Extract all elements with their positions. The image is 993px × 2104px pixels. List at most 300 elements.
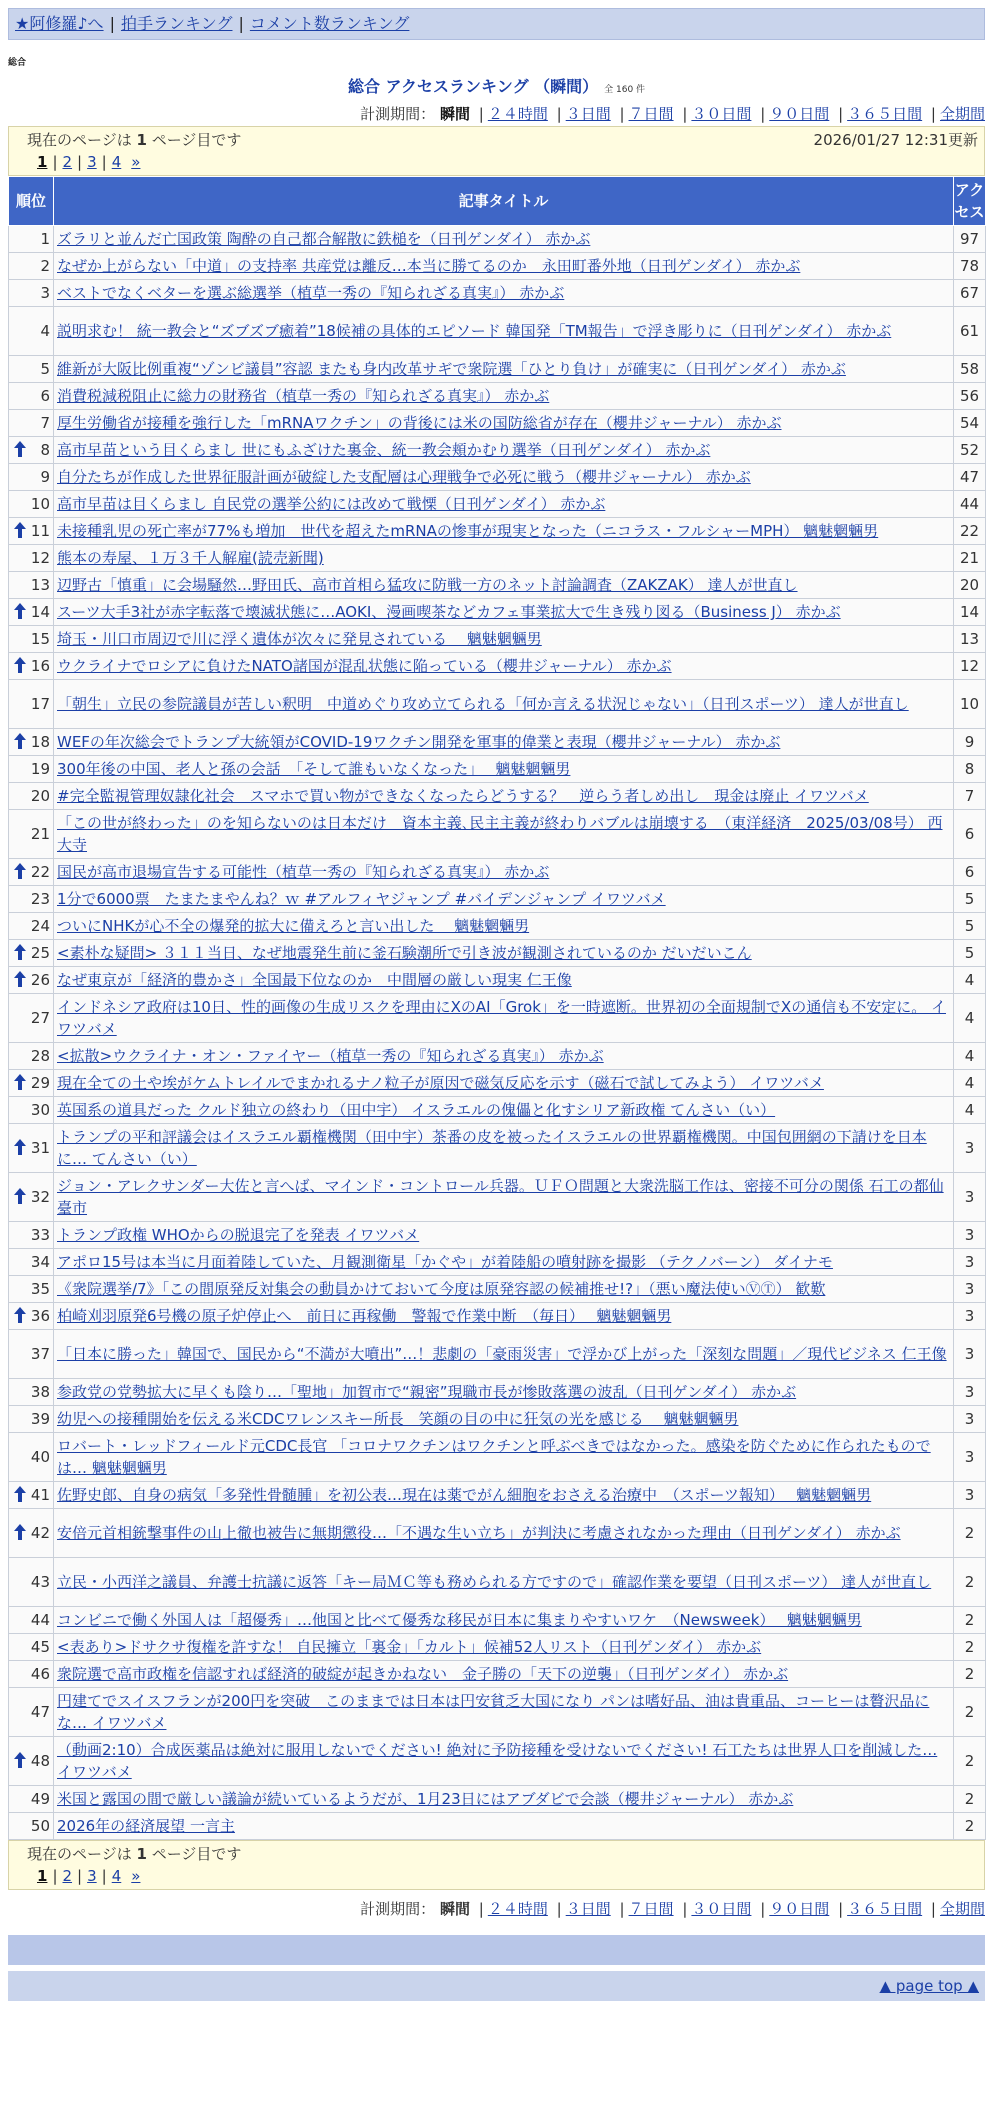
access-count: 4 [954,1070,986,1097]
title-cell [54,886,954,913]
title-cell [54,994,954,1043]
article-title-link[interactable]: コンビニで働く外国人は「超優秀」…他国と比べて優秀な移民が日本に集まりやすいワケ （Newsweek） 魑魅魍魎男 [57,1611,862,1629]
pagination: 1 | 2 | 3 | 4 » [37,153,141,171]
article-title-link[interactable]: ジョン・アレクサンダー大佐と言へば、マインド・コントロール兵器。ＵＦＯ問題と大衆洗脳工作は、密接不可分の関係 石工の都仙臺市 [57,1177,944,1217]
rank-cell [9,1249,54,1276]
article-title-link[interactable]: WEFの年次総会でトランプ大統領がCOVID-19ワクチン開発を軍事的偉業と表現（櫻井ジャーナル） 赤かぶ [57,733,781,751]
rank-number: 36 [30,1307,50,1325]
title-cell [54,437,954,464]
article-title-link[interactable]: 《衆院選挙/7》「この間原発反対集会の動員かけておいて今度は原発容認の候補推せ!?」（悪い魔法使いⓋⓉ） 歓歎 [57,1280,826,1298]
access-count: 9 [954,729,986,756]
article-title-link[interactable]: 国民が高市退場宣告する可能性（植草一秀の『知られざる真実』） 赤かぶ [57,863,550,881]
title-cell [54,1303,954,1330]
rank-number: 39 [30,1410,50,1428]
period-link-7d[interactable]: ７日間 [628,1900,674,1918]
rank-cell [9,1688,54,1737]
period-link-24h[interactable]: ２４時間 [487,105,548,123]
period-link-all[interactable]: 全期間 [939,105,985,123]
period-link-3d[interactable]: ３日間 [565,1900,611,1918]
title-cell [54,1124,954,1173]
rank-number: 10 [30,495,50,513]
page-next-link[interactable]: » [131,1867,141,1885]
access-count: 2 [954,1661,986,1688]
table-row [9,1688,986,1737]
page-next-link[interactable]: » [131,153,141,171]
article-title-link[interactable]: アポロ15号は本当に月面着陸していた、月観測衛星「かぐや」が着陸船の噴射跡を撮影 （テクノバーン） ダイナモ [57,1253,833,1271]
period-link-7d[interactable]: ７日間 [628,105,674,123]
up-arrow-icon [14,1307,26,1323]
article-title-link[interactable]: #完全監視管理奴隷化社会 スマホで買い物ができなくなったらどうする？ 逆らう者しめ出し 現金は廃止 イワツバメ [57,787,869,805]
access-count: 8 [954,756,986,783]
access-count: 6 [954,859,986,886]
top-navigation [8,8,985,40]
table-row [9,940,986,967]
article-title-link[interactable]: 厚生労働省が接種を強行した「mRNAワクチン」の背後には米の国防総省が存在（櫻井ジャーナル） 赤かぶ [57,414,782,432]
table-row [9,1173,986,1222]
page-top-link[interactable]: ▲ page top ▲ [879,1977,979,1995]
access-count: 3 [954,1222,986,1249]
article-title-link[interactable]: 1分で6000票 たまたまやんね？ｗ #アルフィヤジャンプ #バイデンジャンプ イワツバメ [57,890,666,908]
rank-cell [9,410,54,437]
title-cell [54,810,954,859]
title-cell [54,940,954,967]
title-cell [54,756,954,783]
access-count: 14 [954,599,986,626]
table-row [9,464,986,491]
title-cell [54,545,954,572]
rank-cell [9,1097,54,1124]
rank-cell [9,253,54,280]
rank-cell [9,1124,54,1173]
nav-link-ashura[interactable]: ★阿修羅♪へ [15,14,104,33]
footer-bar [8,1935,985,1965]
ranking-title: 総合 アクセスランキング （瞬間） [347,77,599,96]
article-title-link[interactable]: 安倍元首相銃撃事件の山上徹也被告に無期懲役…「不遇な生い立ち」が判決に考慮されなかった理由（日刊ゲンダイ） 赤かぶ [57,1524,901,1542]
article-title-link[interactable]: 自分たちが作成した世界征服計画が破綻した支配層は心理戦争で必死に戦う（櫻井ジャーナル） 赤かぶ [57,468,751,486]
rank-number: 9 [40,468,50,486]
access-count: 5 [954,913,986,940]
rank-number: 22 [30,863,50,881]
table-row [9,756,986,783]
article-title-link[interactable]: 消費税減税阻止に総力の財務省（植草一秀の『知られざる真実』） 赤かぶ [57,387,550,405]
nav-link-hakushu-ranking[interactable]: 拍手ランキング [120,14,233,33]
pager-bottom [8,1840,985,1890]
page-link-3[interactable]: 3 [87,153,97,171]
rank-cell [9,545,54,572]
article-title-link[interactable]: 「朝生」立民の参院議員が苦しい釈明 中道めぐり攻め立てられる「何か言える状況じゃない」（日刊スポーツ） 達人が世直し [57,695,909,713]
nav-separator: | [109,14,115,33]
access-count: 4 [954,967,986,994]
access-count: 2 [954,1509,986,1558]
access-count: 67 [954,280,986,307]
table-row [9,599,986,626]
article-title-link[interactable]: 円建てでスイスフランが200円を突破 このままでは日本は円安貧乏大国になり パンは嗜好品、油は貴重品、コーヒーは贅沢品にな… イワツバメ [57,1692,930,1732]
rank-cell [9,653,54,680]
rank-cell [9,1330,54,1379]
article-title-link[interactable]: 300年後の中国、老人と孫の会話 「そして誰もいなくなった」 魑魅魍魎男 [57,760,571,778]
access-count: 3 [954,1303,986,1330]
article-title-link[interactable]: 2026年の経済展望 一言主 [57,1817,235,1835]
up-arrow-icon [14,1074,26,1090]
table-row [9,383,986,410]
rank-number: 6 [40,387,50,405]
pagination-bottom: 1 | 2 | 3 | 4 » [37,1867,141,1885]
title-cell [54,599,954,626]
rank-number: 46 [30,1665,50,1683]
rank-cell [9,1276,54,1303]
period-link-90d[interactable]: ９０日間 [769,1900,830,1918]
article-title-link[interactable]: ロバート・レッドフィールド元CDC長官 「コロナワクチンはワクチンと呼ぶべきではなかった。感染を防ぐために作られたものでは… 魑魅魍魎男 [57,1437,931,1477]
article-title-link[interactable]: 佐野史郎、自身の病気「多発性骨髄腫」を初公表…現在は薬でがん細胞をおさえる治療中 （スポーツ報知） 魑魅魍魎男 [57,1486,872,1504]
page-current: 1 [37,1867,48,1885]
rank-number: 29 [30,1074,50,1092]
rank-cell [9,280,54,307]
access-count: 3 [954,1124,986,1173]
page-top-bar [8,1971,985,2001]
article-title-link[interactable]: ウクライナでロシアに負けたNATO諸国が混乱状態に陥っている（櫻井ジャーナル） 赤かぶ [57,657,672,675]
rank-number: 37 [30,1345,50,1363]
access-count: 10 [954,680,986,729]
title-cell [54,653,954,680]
table-row [9,1607,986,1634]
period-link-all[interactable]: 全期間 [939,1900,985,1918]
rank-cell [9,1043,54,1070]
rank-number: 18 [30,733,50,751]
rank-number: 38 [30,1383,50,1401]
access-count: 3 [954,1276,986,1303]
article-title-link[interactable]: インドネシア政府は10日、性的画像の生成リスクを理由にXのAI「Grok」を一時遮断。世界初の全面規制でXの通信も不安定に。 イワツバメ [57,998,946,1038]
table-row [9,1222,986,1249]
table-row [9,886,986,913]
ranking-heading [0,74,993,97]
article-title-link[interactable]: 柏崎刈羽原発6号機の原子炉停止へ 前日に再稼働 警報で作業中断 （毎日） 魑魅魍魎男 [57,1307,672,1325]
access-count: 2 [954,1737,986,1786]
article-title-link[interactable]: <拡散>ウクライナ・オン・ファイヤー（植草一秀の『知られざる真実』） 赤かぶ [57,1047,604,1065]
article-title-link[interactable]: （動画2:10）合成医薬品は絶対に服用しないでください! 絶対に予防接種を受けないでください! 石工たちは世界人口を削減した… イワツバメ [57,1741,938,1781]
rank-cell [9,1509,54,1558]
period-link-24h[interactable]: ２４時間 [487,1900,548,1918]
article-title-link[interactable]: 衆院選で高市政権を信認すれば経済的破綻が起きかねない 金子勝の「天下の逆襲」（日刊ゲンダイ） 赤かぶ [57,1665,789,1683]
title-cell [54,680,954,729]
rank-cell [9,599,54,626]
access-count: 2 [954,1558,986,1607]
access-count: 4 [954,1043,986,1070]
up-arrow-icon [14,863,26,879]
article-title-link[interactable]: 立民・小西洋之議員、弁護士抗議に返答「キー局ＭＣ等も務められる方ですので」確認作業を要望（日刊スポーツ） 達人が世直し [57,1573,932,1591]
access-count: 44 [954,491,986,518]
article-title-link[interactable]: トランプ政権 WHOからの脱退完了を発表 イワツバメ [57,1226,420,1244]
rank-number: 28 [30,1047,50,1065]
article-title-link[interactable]: <表あり>ドサクサ復権を許すな！ 自民擁立「裏金」「カルト」候補52人リスト（日刊ゲンダイ） 赤かぶ [57,1638,762,1656]
table-row [9,356,986,383]
title-cell [54,1406,954,1433]
title-cell [54,280,954,307]
table-row [9,518,986,545]
table-row [9,280,986,307]
access-count: 13 [954,626,986,653]
rank-number: 33 [30,1226,50,1244]
article-title-link[interactable]: 米国と露国の間で厳しい議論が続いているようだが、1月23日にはアブダビで会談（櫻井ジャーナル） 赤かぶ [57,1790,794,1808]
rank-number: 49 [30,1790,50,1808]
rank-cell [9,356,54,383]
access-count: 4 [954,994,986,1043]
page-link-3[interactable]: 3 [87,1867,97,1885]
access-count: 3 [954,1482,986,1509]
table-row [9,1482,986,1509]
access-count: 6 [954,810,986,859]
access-count: 54 [954,410,986,437]
table-row [9,253,986,280]
rank-cell [9,1173,54,1222]
table-row [9,680,986,729]
page-link-2[interactable]: 2 [62,1867,73,1885]
title-cell [54,1688,954,1737]
rank-cell [9,1222,54,1249]
nav-link-comment-ranking[interactable]: コメント数ランキング [249,14,410,33]
page-status-bottom: 現在のページは 1 ページ目です [27,1845,242,1863]
access-count: 5 [954,886,986,913]
access-count: 58 [954,356,986,383]
rank-number: 48 [30,1752,50,1770]
title-cell [54,1433,954,1482]
title-cell [54,410,954,437]
rank-cell [9,967,54,994]
period-label: 計測期間： [360,105,436,123]
page-link-4[interactable]: 4 [111,153,122,171]
table-row [9,1509,986,1558]
rank-cell [9,464,54,491]
table-row [9,1661,986,1688]
table-row [9,729,986,756]
rank-cell [9,680,54,729]
title-cell [54,1737,954,1786]
article-title-link[interactable]: ついにNHKが心不全の爆発的拡大に備えろと言い出した 魑魅魍魎男 [57,917,530,935]
table-row [9,859,986,886]
table-row [9,437,986,464]
rank-cell [9,626,54,653]
article-title-link[interactable]: 高市早苗は目くらまし 自民党の選挙公約には改めて戦慄（日刊ゲンダイ） 赤かぶ [57,495,606,513]
title-cell [54,1249,954,1276]
rank-number: 20 [30,787,50,805]
title-cell [54,1222,954,1249]
title-cell [54,1097,954,1124]
period-link-365d[interactable]: ３６５日間 [847,105,923,123]
rank-number: 8 [40,441,50,459]
title-cell [54,729,954,756]
access-count: 3 [954,1406,986,1433]
rank-cell [9,1607,54,1634]
title-cell [54,383,954,410]
access-count: 20 [954,572,986,599]
article-title-link[interactable]: 英国系の道具だった クルド独立の終わり（田中宇） イスラエルの傀儡と化すシリア新政権 てんさい（い） [57,1101,776,1119]
table-row [9,653,986,680]
article-title-link[interactable]: 未接種乳児の死亡率が77%も増加 世代を超えたmRNAの惨事が現実となった（ニコラス・フルシャーMPH） 魑魅魍魎男 [57,522,879,540]
table-row [9,1737,986,1786]
table-row [9,994,986,1043]
rank-number: 27 [30,1009,50,1027]
title-cell [54,1607,954,1634]
title-cell [54,1661,954,1688]
table-row [9,410,986,437]
rank-number: 4 [40,322,50,340]
title-cell [54,1634,954,1661]
header-count: アクセス [954,177,986,226]
rank-number: 26 [30,971,50,989]
page-current: 1 [37,153,48,171]
access-count: 7 [954,783,986,810]
table-row [9,1634,986,1661]
rank-cell [9,437,54,464]
rank-cell [9,307,54,356]
rank-number: 5 [40,360,50,378]
title-cell [54,1330,954,1379]
table-row [9,1330,986,1379]
article-title-link[interactable]: 幼児への接種開始を伝える米CDCワレンスキー所長 笑顔の目の中に狂気の光を感じる 魑魅魍魎男 [57,1410,739,1428]
up-arrow-icon [14,522,26,538]
table-row [9,626,986,653]
rank-number: 21 [30,825,50,843]
table-row [9,1813,986,1840]
rank-cell [9,756,54,783]
up-arrow-icon [14,1524,26,1540]
rank-number: 14 [30,603,50,621]
access-count: 2 [954,1607,986,1634]
rank-number: 25 [30,944,50,962]
table-row [9,1070,986,1097]
table-row [9,783,986,810]
title-cell [54,1509,954,1558]
article-title-link[interactable]: なぜ東京が「経済的豊かさ」全国最下位なのか 中間層の厳しい現実 仁王像 [57,971,572,989]
article-title-link[interactable]: 熊本の寿屋、１万３千人解雇(読売新聞) [57,549,324,567]
article-title-link[interactable]: 参政党の党勢拡大に早くも陰り…「聖地」加賀市で“親密”現職市長が惨敗落選の波乱（日刊ゲンダイ） 赤かぶ [57,1383,797,1401]
title-cell [54,572,954,599]
up-arrow-icon [14,603,26,619]
rank-cell [9,1070,54,1097]
table-row [9,1558,986,1607]
rank-number: 44 [30,1611,50,1629]
table-row [9,491,986,518]
ranking-table [8,176,986,1840]
rank-cell [9,1661,54,1688]
table-row [9,1786,986,1813]
access-count: 47 [954,464,986,491]
rank-number: 30 [30,1101,50,1119]
table-row [9,1276,986,1303]
table-row [9,1433,986,1482]
access-count: 2 [954,1786,986,1813]
page-link-4[interactable]: 4 [111,1867,122,1885]
section-label: 総合 [8,58,27,68]
table-row [9,572,986,599]
period-link-30d[interactable]: ３０日間 [691,105,752,123]
title-cell [54,1276,954,1303]
access-count: 3 [954,1433,986,1482]
rank-number: 34 [30,1253,50,1271]
rank-number: 40 [30,1448,50,1466]
table-row [9,307,986,356]
access-count: 61 [954,307,986,356]
rank-cell [9,1379,54,1406]
article-title-link[interactable]: 維新が大阪比例重複“ゾンビ議員”容認 またも身内改革サギで衆院選「ひとり負け」が確実に（日刊ゲンダイ） 赤かぶ [57,360,846,378]
rank-number: 43 [30,1573,50,1591]
table-row [9,1124,986,1173]
rank-cell [9,1786,54,1813]
up-arrow-icon [14,1486,26,1502]
access-count: 2 [954,1688,986,1737]
article-title-link[interactable]: トランプの平和評議会はイスラエル覇権機関（田中宇）茶番の皮を被ったイスラエルの世界覇権機関。中国包囲網の下請けを日本に… てんさい（い） [57,1128,927,1168]
rank-number: 35 [30,1280,50,1298]
table-row [9,1043,986,1070]
rank-number: 23 [30,890,50,908]
article-title-link[interactable]: 現在全ての土や埃がケムトレイルでまかれるナノ粒子が原因で磁気反応を示す（磁石で試してみよう） イワツバメ [57,1074,824,1092]
table-row [9,1406,986,1433]
rank-number: 31 [30,1139,50,1157]
nav-separator: | [238,14,244,33]
title-cell [54,356,954,383]
up-arrow-icon [14,1188,26,1204]
article-title-link[interactable]: 「日本に勝った」韓国で、国民から“不満が大噴出”…！悲劇の「豪雨災害」で浮かび上がった「深刻な問題」／現代ビジネス 仁王像 [57,1345,947,1363]
article-title-link[interactable]: ズラリと並んだ亡国政策 陶酔の自己都合解散に鉄槌を（日刊ゲンダイ） 赤かぶ [57,230,591,248]
period-link-30d[interactable]: ３０日間 [691,1900,752,1918]
header-rank: 順位 [9,177,54,226]
title-cell [54,859,954,886]
access-count: 22 [954,518,986,545]
access-count: 21 [954,545,986,572]
table-row [9,810,986,859]
rank-number: 16 [30,657,50,675]
table-row [9,1249,986,1276]
access-count: 3 [954,1249,986,1276]
access-count: 56 [954,383,986,410]
article-title-link[interactable]: <素朴な疑問> ３１１当日、なぜ地震発生前に釜石験潮所で引き波が観測されているのか だいだいこん [57,944,752,962]
up-arrow-icon [14,441,26,457]
article-title-link[interactable]: スーツ大手3社が赤字転落で壊滅状態に…AOKI、漫画喫茶などカフェ事業拡大で生き残り図る（Business J） 赤かぶ [57,603,841,621]
article-title-link[interactable]: 説明求む！ 統一教会と“ズブズブ癒着”18候補の具体的エピソード 韓国発「TM報告」で浮き彫りに（日刊ゲンダイ） 赤かぶ [57,322,892,340]
rank-cell [9,572,54,599]
period-link-90d[interactable]: ９０日間 [769,105,830,123]
rank-number: 19 [30,760,50,778]
title-cell [54,1813,954,1840]
rank-cell [9,859,54,886]
access-count: 78 [954,253,986,280]
article-title-link[interactable]: 高市早苗という目くらまし 世にもふざけた裏金、統一教会頬かむり選挙（日刊ゲンダイ） 赤かぶ [57,441,711,459]
table-row [9,545,986,572]
rank-number: 1 [40,230,50,248]
table-row [9,1379,986,1406]
period-link-365d[interactable]: ３６５日間 [847,1900,923,1918]
article-title-link[interactable]: なぜか上がらない「中道」の支持率 共産党は離反…本当に勝てるのか 永田町番外地（日刊ゲンダイ） 赤かぶ [57,257,801,275]
page-link-2[interactable]: 2 [62,153,73,171]
rank-number: 2 [40,257,50,275]
article-title-link[interactable]: 「この世が終わった」のを知らないのは日本だけ 資本主義､民主主義が終わりバブルは崩壊する （東洋経済 2025/03/08号） 西大寺 [57,814,943,854]
title-cell [54,491,954,518]
article-title-link[interactable]: 埼玉・川口市周辺で川に浮く遺体が次々に発見されている 魑魅魍魎男 [57,630,542,648]
article-title-link[interactable]: 辺野古「慎重」に会場騒然…野田氏、高市首相ら猛攻に防戦一方のネット討論調査（ZAKZAK） 達人が世直し [57,576,798,594]
rank-cell [9,1482,54,1509]
page-status: 現在のページは 1 ページ目です [27,131,242,149]
title-cell [54,967,954,994]
table-row [9,913,986,940]
rank-number: 42 [30,1524,50,1542]
rank-cell [9,1634,54,1661]
title-cell [54,307,954,356]
up-arrow-icon [14,1752,26,1768]
rank-cell [9,1433,54,1482]
rank-number: 11 [30,522,50,540]
article-title-link[interactable]: ベストでなくベターを選ぶ総選挙（植草一秀の『知られざる真実』） 赤かぶ [57,284,565,302]
period-link-3d[interactable]: ３日間 [565,105,611,123]
rank-cell [9,913,54,940]
